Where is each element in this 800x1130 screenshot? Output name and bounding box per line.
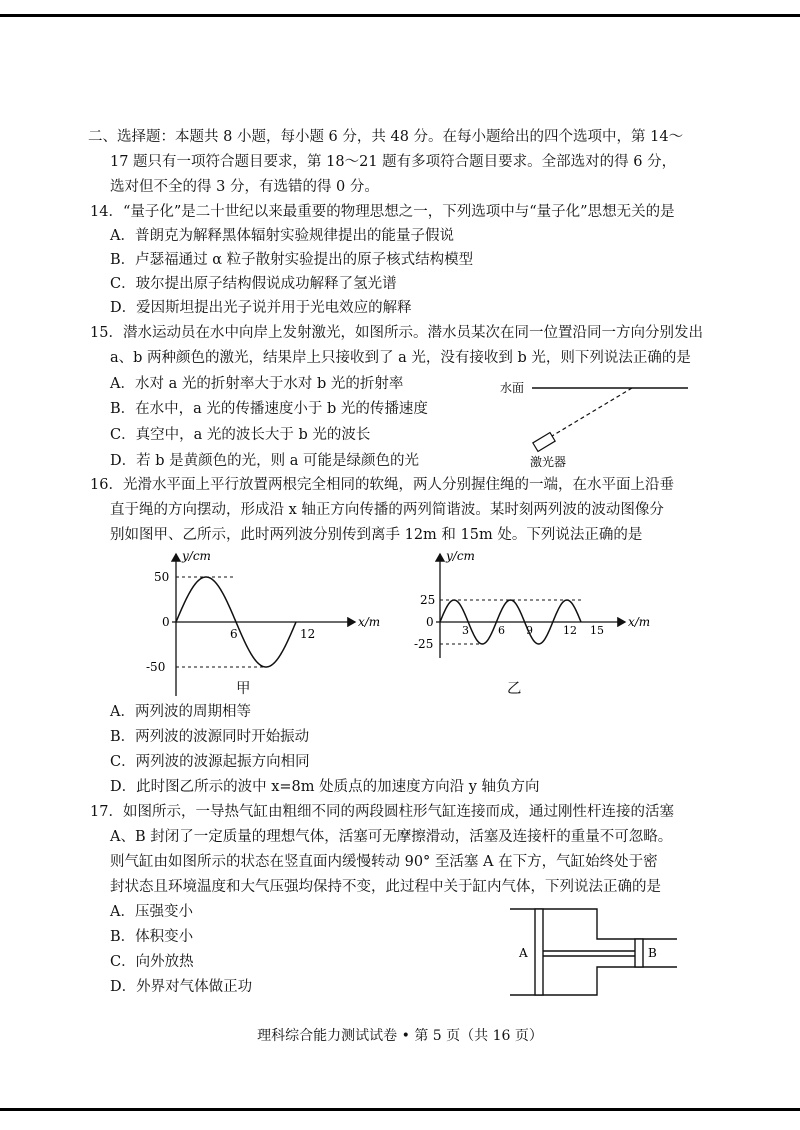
section-line-3: 选对但不全的得 3 分，有选错的得 0 分。 <box>110 179 379 195</box>
piston-a-label: A <box>519 946 528 960</box>
y-tick-neg50: -50 <box>146 660 166 674</box>
cylinder-figure <box>505 905 685 1000</box>
q17-option-c: C．向外放热 <box>110 954 194 970</box>
laser-label: 激光器 <box>530 455 567 469</box>
q15-option-c: C．真空中，a 光的波长大于 b 光的波长 <box>110 427 371 443</box>
origin-label: 0 <box>162 615 170 629</box>
y-axis-label: y/cm <box>446 549 475 563</box>
laser-figure <box>500 372 700 472</box>
q17-option-d: D．外界对气体做正功 <box>110 979 253 995</box>
x-axis-label: x/m <box>628 615 651 629</box>
q17-stem-1: 17．如图所示，一导热气缸由粗细不同的两段圆柱形气缸连接而成，通过刚性杆连接的活塞 <box>90 804 674 820</box>
q16-stem-2: 直于绳的方向摆动，形成沿 x 轴正方向传播的两列简谐波。某时刻两列波的波动图像分 <box>110 502 664 518</box>
bottom-border <box>0 1108 800 1111</box>
laser-device <box>533 433 555 452</box>
x-tick-3: 3 <box>462 624 469 637</box>
q16-stem-3: 别如图甲、乙所示，此时两列波分别传到离手 12m 和 15m 处。下列说法正确的是 <box>110 527 643 543</box>
piston-a <box>535 909 543 995</box>
q16-option-c: C．两列波的波源起振方向相同 <box>110 754 310 770</box>
section-line-2: 17 题只有一项符合题目要求，第 18～21 题有多项符合题目要求。全部选对的得 6 分， <box>110 154 677 170</box>
q16-option-d: D．此时图乙所示的波中 x=8m 处质点的加速度方向沿 y 轴负方向 <box>110 779 540 795</box>
q16-stem-1: 16．光滑水平面上平行放置两根完全相同的软绳，两人分别握住绳的一端，在水平面上沿垂 <box>90 477 674 493</box>
y-tick-25: 25 <box>420 593 436 607</box>
q17-stem-2: A、B 封闭了一定质量的理想气体，活塞可无摩擦滑动，活塞及连接杆的重量不可忽略。 <box>110 829 673 845</box>
q16-option-b: B．两列波的波源同时开始振动 <box>110 729 310 745</box>
q17-option-b: B．体积变小 <box>110 929 194 945</box>
top-border <box>0 14 800 17</box>
water-surface-label: 水面 <box>500 381 525 395</box>
section-line-1: 二、选择题：本题共 8 小题，每小题 6 分，共 48 分。在每小题给出的四个选项中，第 14～ <box>88 129 684 145</box>
y-axis-label: y/cm <box>182 549 211 563</box>
x-tick-9: 9 <box>526 624 533 637</box>
x-tick-12: 12 <box>563 624 577 637</box>
chart-jia-title: 甲 <box>236 681 251 697</box>
q14-stem: 14．“量子化”是二十世纪以来最重要的物理思想之一，下列选项中与“量子化”思想无关的是 <box>90 204 675 220</box>
chart-yi-title: 乙 <box>507 681 522 697</box>
x-tick-6: 6 <box>498 624 505 637</box>
q14-option-a: A．普朗克为解释黑体辐射实验规律提出的能量子假说 <box>110 228 454 244</box>
q16-option-a: A．两列波的周期相等 <box>110 704 251 720</box>
q15-option-d: D．若 b 是黄颜色的光，则 a 可能是绿颜色的光 <box>110 453 419 469</box>
q14-option-d: D．爱因斯坦提出光子说并用于光电效应的解释 <box>110 300 412 316</box>
laser-beam <box>552 388 632 436</box>
q15-option-b: B．在水中，a 光的传播速度小于 b 光的传播速度 <box>110 401 428 417</box>
x-tick-15: 15 <box>590 624 604 637</box>
origin-label: 0 <box>426 615 434 629</box>
q14-option-c: C．玻尔提出原子结构假说成功解释了氢光谱 <box>110 276 397 292</box>
q15-stem-2: a、b 两种颜色的激光，结果岸上只接收到了 a 光，没有接收到 b 光，则下列说法正确的是 <box>110 350 691 366</box>
x-tick-6: 6 <box>230 627 238 641</box>
q17-option-a: A．压强变小 <box>110 904 193 920</box>
y-tick-neg25: -25 <box>414 637 434 651</box>
y-tick-50: 50 <box>154 570 170 584</box>
x-axis-label: x/m <box>358 615 381 629</box>
wave-chart-yi <box>400 546 660 676</box>
q17-stem-4: 封状态且环境温度和大气压强均保持不变，此过程中关于缸内气体，下列说法正确的是 <box>110 879 661 895</box>
piston-b-label: B <box>648 946 657 960</box>
q14-option-b: B．卢瑟福通过 α 粒子散射实验提出的原子核式结构模型 <box>110 252 474 268</box>
wave-chart-jia <box>140 546 390 706</box>
q17-stem-3: 则气缸由如图所示的状态在竖直面内缓慢转动 90° 至活塞 A 在下方，气缸始终处于密 <box>110 854 658 870</box>
x-tick-12: 12 <box>300 627 316 641</box>
page-footer: 理科综合能力测试试卷 • 第 5 页（共 16 页） <box>257 1028 543 1044</box>
piston-b <box>635 939 643 967</box>
q15-stem-1: 15．潜水运动员在水中向岸上发射激光，如图所示。潜水员某次在同一位置沿同一方向分别发出 <box>90 325 703 341</box>
q15-option-a: A．水对 a 光的折射率大于水对 b 光的折射率 <box>110 376 404 392</box>
